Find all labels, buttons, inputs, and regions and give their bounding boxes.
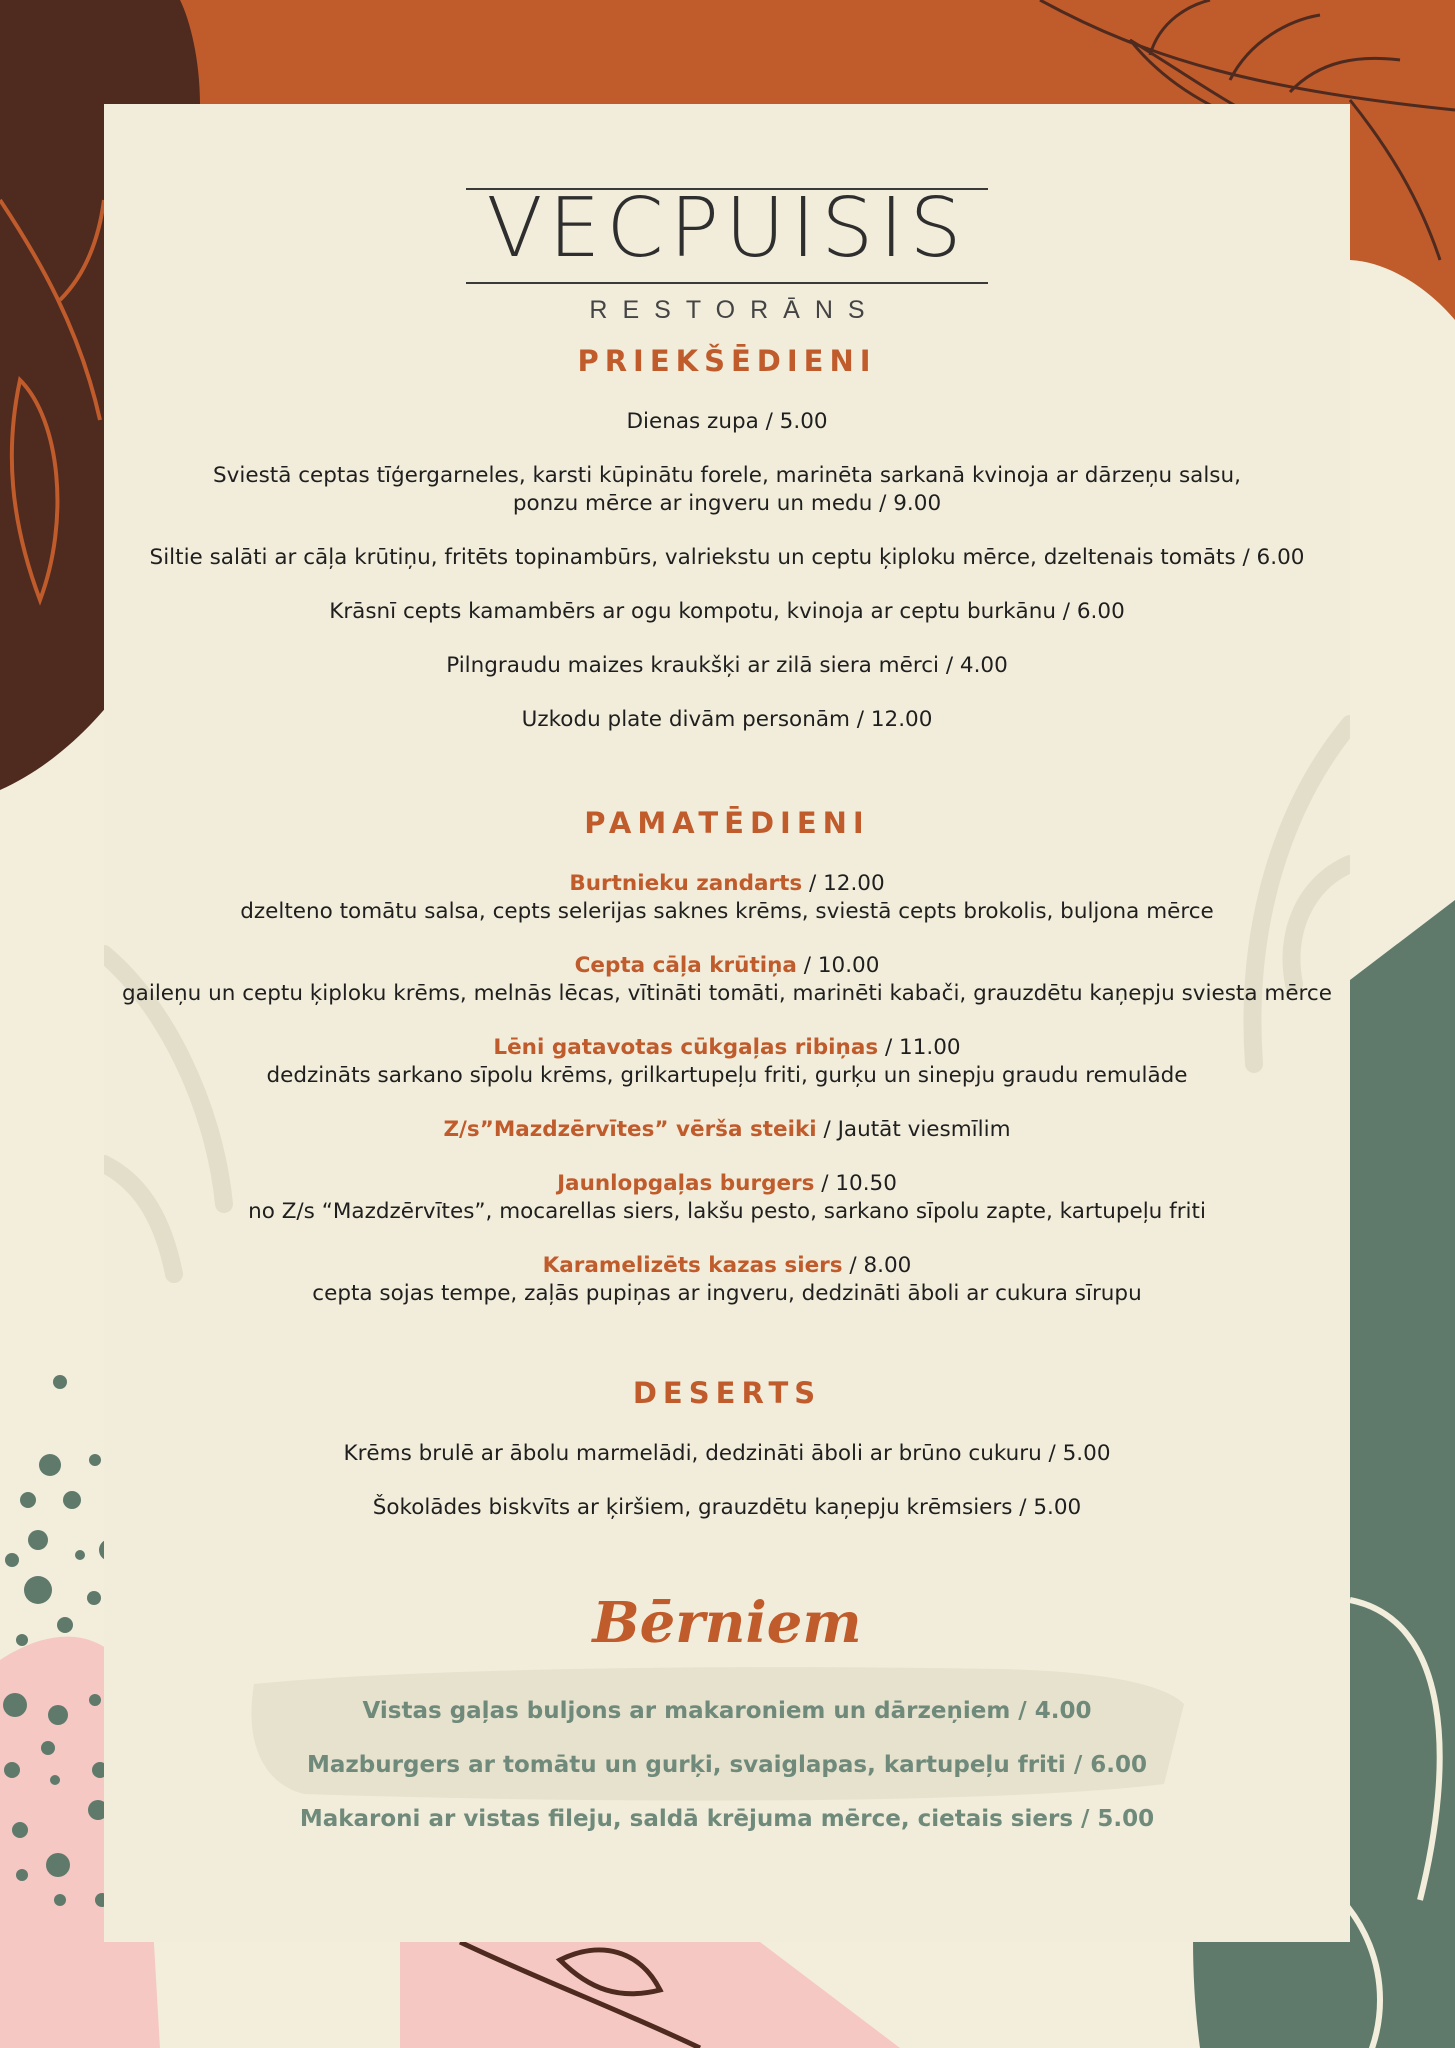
item-text: Sviestā ceptas tīģergarneles, karsti kūpinātu forele, marinēta sarkanā kvinoja ar dārzeņu salsu, [213, 463, 1241, 488]
dish-price: / 11.00 [878, 1035, 961, 1060]
dish-name: Lēni gatavotas cūkgaļas ribiņas [493, 1035, 879, 1060]
item-text: Uzkodu plate divām personām / 12.00 [521, 707, 933, 732]
dish-name: Karamelizēts kazas siers [542, 1253, 843, 1278]
logo-subtitle: RESTORĀNS [589, 296, 880, 324]
starter-item [104, 408, 1350, 436]
dish-price: / 10.00 [796, 953, 880, 978]
dish-description: dzelteno tomātu salsa, cepts selerijas saknes krēms, sviestā cepts brokolis, buljona mērce [240, 899, 1214, 924]
dish-name: Jaunlopgaļas burgers [557, 1171, 815, 1196]
starter-item [104, 544, 1350, 572]
section-heading: PRIEKŠĒDIENI [557, 344, 896, 378]
section-heading: PAMATĒDIENI [564, 806, 889, 840]
dish-price: / 10.50 [814, 1171, 897, 1196]
starter-item [104, 598, 1350, 626]
main-item [104, 1034, 1350, 1090]
dish-description: gaileņu un ceptu ķiploku krēms, melnās lēcas, vītināti tomāti, marinēti kabači, grauzdētu kaņepju sviesta mērce [122, 981, 1332, 1006]
dish-description: cepta sojas tempe, zaļās pupiņas ar ingveru, dedzināti āboli ar cukura sīrupu [312, 1281, 1142, 1306]
kids-item: Vistas gaļas buljons ar makaroniem un dārzeņiem / 4.00 [362, 1698, 1092, 1724]
section-heading: DESERTS [613, 1376, 841, 1410]
dessert-item [104, 1494, 1350, 1522]
starter-item [104, 462, 1350, 518]
section-desserts [104, 1376, 1350, 1410]
dish-price: / 8.00 [842, 1253, 912, 1278]
item-text: ponzu mērce ar ingveru un medu / 9.00 [512, 491, 942, 516]
logo-title: VECPUISIS [486, 181, 968, 276]
item-text: Siltie salāti ar cāļa krūtiņu, fritēts topinambūrs, valriekstu un ceptu ķiploku mērce, dzeltenais tomāts / 6.00 [149, 545, 1305, 570]
main-item [104, 870, 1350, 926]
menu-card [104, 104, 1350, 1942]
dish-name: Z/s”Mazdzērvītes” vērša steiki [443, 1117, 817, 1142]
item-text: Šokolādes biskvīts ar ķiršiem, grauzdētu kaņepju krēmsiers / 5.00 [372, 1495, 1082, 1520]
logo-rule-bottom [466, 282, 988, 284]
item-text: Pilngraudu maizes kraukšķi ar zilā siera mērci / 4.00 [446, 653, 1008, 678]
dish-price: / Jautāt viesmīlim [816, 1117, 1011, 1142]
starter-item [104, 706, 1350, 734]
main-item [104, 952, 1350, 1008]
main-item [104, 1170, 1350, 1226]
dish-name: Burtnieku zandarts [569, 871, 803, 896]
kids-heading: Bērniem [592, 1590, 862, 1656]
starter-item [104, 652, 1350, 680]
kids-item: Mazburgers ar tomātu un gurķi, svaiglapas, kartupeļu friti / 6.00 [307, 1752, 1147, 1778]
dish-name: Cepta cāļa krūtiņa [574, 953, 797, 978]
item-text: Dienas zupa / 5.00 [626, 409, 828, 434]
item-text: Krēms brulē ar ābolu marmelādi, dedzināti āboli ar brūno cukuru / 5.00 [343, 1441, 1111, 1466]
section-starters [104, 344, 1350, 378]
dessert-item [104, 1440, 1350, 1468]
section-mains [104, 806, 1350, 840]
dish-description: dedzināts sarkano sīpolu krēms, grilkartupeļu friti, gurķu un sinepju graudu remulāde [266, 1063, 1188, 1088]
item-text: Krāsnī cepts kamambērs ar ogu kompotu, kvinoja ar ceptu burkānu / 6.00 [329, 599, 1125, 624]
main-item [104, 1252, 1350, 1308]
dish-price: / 12.00 [802, 871, 885, 896]
kids-item: Makaroni ar vistas fileju, saldā krējuma mērce, cietais siers / 5.00 [299, 1806, 1155, 1832]
card-decoration [104, 104, 1350, 1942]
main-item [104, 1116, 1350, 1144]
dish-description: no Z/s “Mazdzērvītes”, mocarellas siers, lakšu pesto, sarkano sīpolu zapte, kartupeļu friti [248, 1199, 1206, 1224]
